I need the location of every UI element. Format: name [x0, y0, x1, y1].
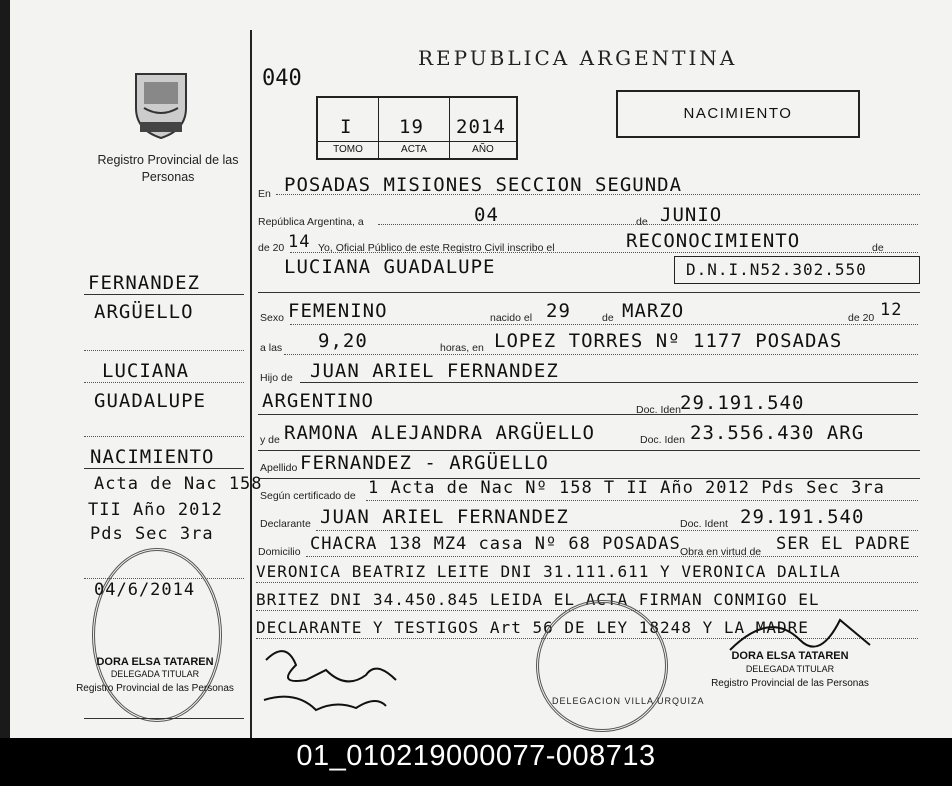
anio-cell	[450, 98, 516, 158]
margin-record-type: NACIMIENTO	[90, 446, 215, 468]
rule	[378, 224, 918, 225]
label-republica: República Argentina, a	[258, 216, 364, 228]
rule	[300, 382, 918, 383]
label-de-year: de 20	[848, 312, 875, 324]
villa-urquiza-seal	[536, 600, 668, 732]
margin-ref-3: Pds Sec 3ra	[90, 524, 214, 544]
label-obra: Obra en virtud de	[680, 546, 762, 558]
stamp-date: 04/6/2014	[94, 580, 196, 600]
anio-label: AÑO	[450, 141, 516, 158]
acta-value: 19	[399, 116, 424, 138]
right-signature-registry: Registro Provincial de las Personas	[711, 678, 869, 689]
tomo-label: TOMO	[318, 141, 378, 158]
label-nacido: nacido el	[490, 312, 533, 324]
margin-rule	[84, 436, 244, 437]
label-de-3: de	[602, 312, 614, 324]
volume-boxes	[316, 96, 518, 160]
margin-surname-2: ARGÜELLO	[94, 301, 194, 323]
margin-rule	[84, 468, 244, 469]
tomo-value: I	[340, 116, 353, 138]
left-signature-registry: Registro Provincial de las Personas	[76, 683, 234, 694]
label-de20: de 20	[258, 242, 285, 254]
label-doc-iden: Doc. Iden	[636, 404, 681, 416]
field-declarant-doc: 29.191.540	[740, 506, 865, 528]
label-doc-ident: Doc. Ident	[680, 518, 728, 530]
margin-ref-1: Acta de Nac 158	[94, 474, 263, 494]
rule	[290, 252, 918, 253]
label-domicilio: Domicilio	[258, 546, 301, 558]
field-act-kind: RECONOCIMIENTO	[626, 230, 801, 252]
field-mother-doc: 23.556.430 ARG	[690, 422, 865, 444]
field-day: 04	[474, 204, 499, 226]
label-horas: horas, en	[440, 342, 484, 354]
record-type-box: NACIMIENTO	[616, 90, 860, 138]
margin-rule	[84, 718, 244, 719]
acta-label: ACTA	[379, 141, 449, 158]
field-sex: FEMENINO	[288, 300, 388, 322]
notes-line-3: DECLARANTE Y TESTIGOS Art 56 DE LEY 18248 Y LA MADRE	[256, 618, 809, 637]
margin-given-1: LUCIANA	[102, 360, 190, 382]
rule	[366, 500, 918, 501]
field-place: POSADAS MISIONES SECCION SEGUNDA	[284, 174, 683, 196]
seal-text: DELEGACION VILLA URQUIZA	[552, 696, 705, 706]
label-segun: Según certificado de	[260, 490, 356, 502]
rule	[258, 292, 920, 293]
field-virtue: SER EL PADRE	[776, 534, 911, 554]
rule	[284, 354, 918, 355]
field-birth-day: 29	[546, 300, 571, 322]
field-address: CHACRA 138 MZ4 casa Nº 68 POSADAS	[310, 534, 681, 554]
margin-rule	[84, 350, 244, 351]
field-birth-place: LOPEZ TORRES Nº 1177 POSADAS	[494, 330, 843, 352]
field-month: JUNIO	[660, 204, 723, 226]
rule	[256, 582, 918, 583]
margin-ref-2: TII Año 2012	[88, 500, 223, 520]
right-signature-name: DORA ELSA TATAREN	[731, 650, 849, 662]
field-birth-year: 12	[880, 300, 903, 320]
left-registry-stamp	[92, 548, 222, 722]
field-father-nationality: ARGENTINO	[262, 390, 374, 412]
right-signature-title: DELEGADA TITULAR	[745, 664, 835, 674]
rule	[316, 530, 918, 531]
rule	[290, 324, 918, 325]
registry-name: Registro Provincial de las Personas	[97, 153, 239, 184]
acta-cell	[379, 98, 450, 158]
left-signature-name: DORA ELSA TATAREN	[96, 656, 214, 668]
label-en: En	[258, 188, 271, 200]
margin-rule	[84, 382, 244, 383]
label-y-de: y de	[260, 434, 280, 446]
misiones-shield-icon	[130, 68, 192, 140]
rule	[258, 450, 920, 451]
label-a-las: a las	[260, 342, 283, 354]
declarant-signatures	[256, 640, 416, 720]
notes-line-2: BRITEZ DNI 34.450.845 LEIDA EL ACTA FIRMAN CONMIGO EL	[256, 590, 820, 609]
document-code: 01_010219000077-008713	[296, 740, 656, 772]
label-declarante: Declarante	[260, 518, 311, 530]
label-de: de	[636, 216, 648, 228]
margin-divider	[250, 30, 252, 738]
anio-value: 2014	[456, 116, 506, 138]
margin-surname-1: FERNANDEZ	[88, 272, 200, 294]
field-mother: RAMONA ALEJANDRA ARGÜELLO	[284, 422, 595, 444]
notes-line-1: VERONICA BEATRIZ LEITE DNI 31.111.611 Y VERONICA DALILA	[256, 562, 841, 581]
tomo-cell	[318, 98, 379, 158]
label-doc-iden-2: Doc. Iden	[640, 434, 685, 446]
field-birth-time: 9,20	[318, 330, 368, 352]
label-sexo: Sexo	[260, 312, 284, 324]
field-dni: D.N.I.N52.302.550	[686, 260, 867, 279]
field-year: 14	[288, 232, 311, 252]
rule	[258, 414, 918, 415]
field-child-name: LUCIANA GUADALUPE	[284, 256, 496, 278]
rule	[306, 556, 918, 557]
label-hijo: Hijo de	[260, 372, 293, 384]
page-edge-shadow	[0, 0, 10, 738]
field-declarant: JUAN ARIEL FERNANDEZ	[320, 506, 569, 528]
margin-rule	[84, 294, 244, 295]
label-yo: Yo, Oficial Público de este Registro Civil inscribo el	[318, 242, 555, 254]
margin-given-2: GUADALUPE	[94, 390, 206, 412]
field-father-doc: 29.191.540	[680, 392, 805, 414]
label-de-2: de	[872, 242, 884, 254]
field-father: JUAN ARIEL FERNANDEZ	[310, 360, 559, 382]
rule	[276, 194, 920, 195]
label-apellido: Apellido	[260, 462, 298, 474]
field-surname: FERNANDEZ - ARGÜELLO	[300, 452, 549, 474]
country-title: REPUBLICA ARGENTINA	[418, 46, 738, 70]
field-certificate: 1 Acta de Nac Nº 158 T II Año 2012 Pds Sec 3ra	[368, 478, 885, 498]
left-signature-title: DELEGADA TITULAR	[110, 669, 200, 679]
folio-number: 040	[262, 66, 302, 91]
field-birth-month: MARZO	[622, 300, 685, 322]
